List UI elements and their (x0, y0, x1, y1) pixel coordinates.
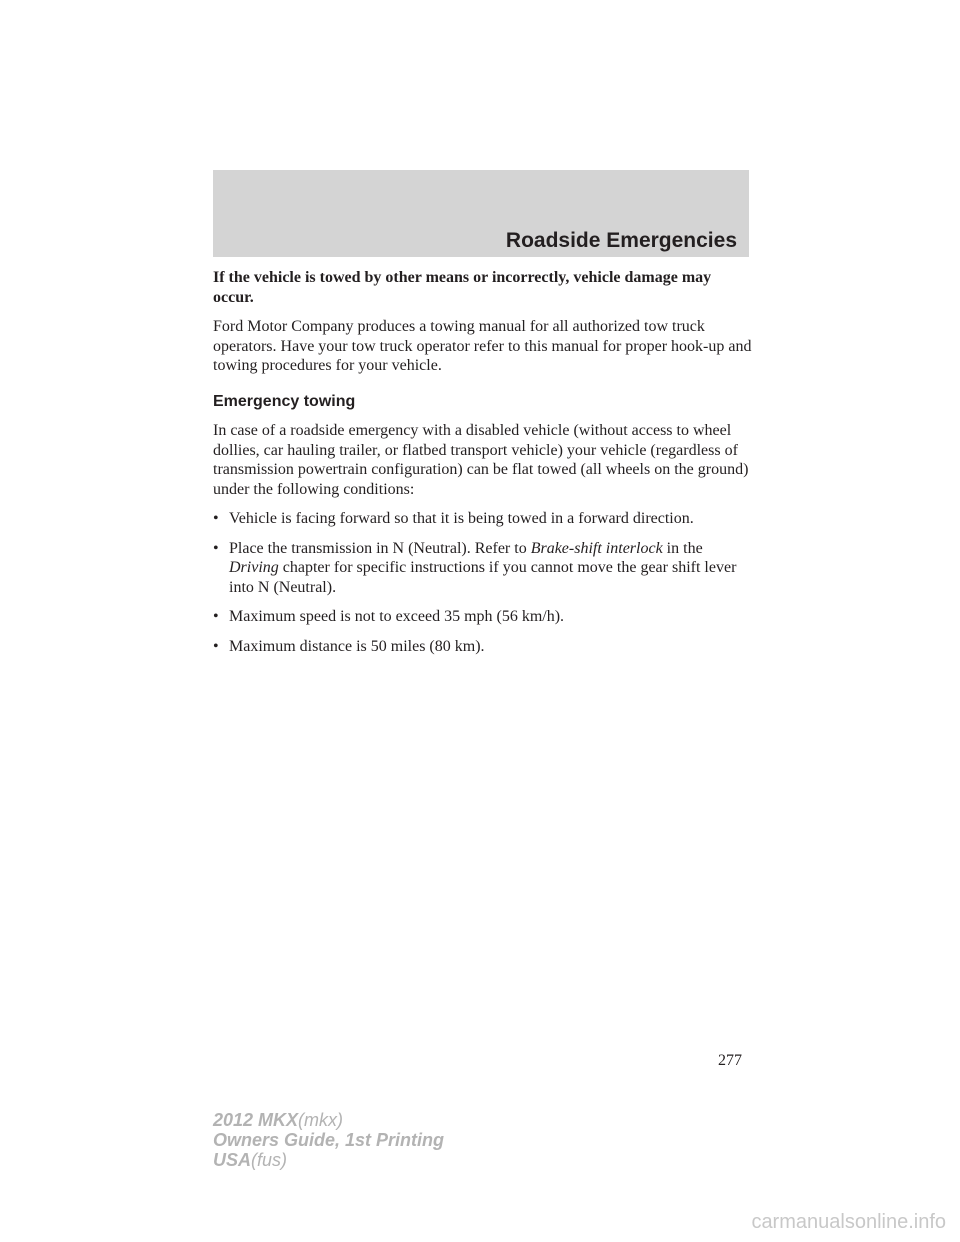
print-edition-footer (213, 1110, 444, 1170)
list-item-text: Vehicle is facing forward so that it is being towed in a forward direction. (229, 510, 694, 527)
list-item (213, 607, 753, 627)
site-watermark: carmanualsonline.info (751, 1211, 946, 1233)
list-item (213, 539, 753, 598)
warning-lead-paragraph: If the vehicle is towed by other means or incorrectly, vehicle damage may occur. (213, 269, 712, 306)
bullet-icon: • (213, 608, 219, 625)
list-item (213, 509, 753, 529)
page-content (213, 268, 753, 666)
emergency-towing-heading: Emergency towing (213, 392, 356, 410)
list-item-text: Place the transmission in N (Neutral). Refer to Brake-shift interlock in the Driving chapter for specific instructions if you cannot move the gear shift lever into N (Neutral). (229, 539, 737, 596)
list-item-text: Maximum speed is not to exceed 35 mph (56 km/h). (229, 608, 565, 625)
bullet-icon: • (213, 539, 219, 557)
cross-reference-brake-shift-interlock: Brake-shift interlock (530, 539, 663, 557)
cross-reference-driving-chapter: Driving (229, 559, 279, 576)
bullet-icon: • (213, 510, 219, 527)
page-number: 277 (718, 1052, 742, 1069)
towing-conditions-list (213, 509, 753, 656)
section-title: Roadside Emergencies (505, 229, 737, 252)
section-header-band (213, 170, 749, 257)
list-item-text: Maximum distance is 50 miles (80 km). (229, 637, 485, 655)
bullet-icon: • (213, 637, 219, 655)
footer-line-model: 2012 MKX(mkx) (213, 1110, 344, 1130)
list-item (213, 637, 753, 657)
emergency-towing-paragraph: In case of a roadside emergency with a disabled vehicle (without access to wheel dollies, car hauling trailer, or flatbed transport vehicle) your vehicle (regardless of transmission powertrain configuration) can be flat towed (all wheels on the ground) under the following conditions: (213, 422, 749, 498)
footer-line-market: USA(fus) (213, 1150, 288, 1170)
towing-manual-paragraph: Ford Motor Company produces a towing manual for all authorized tow truck operators. Have your tow truck operator refer to this manual for proper hook-up and towing procedures for your vehicle. (213, 318, 752, 374)
footer-line-edition: Owners Guide, 1st Printing (213, 1130, 445, 1150)
